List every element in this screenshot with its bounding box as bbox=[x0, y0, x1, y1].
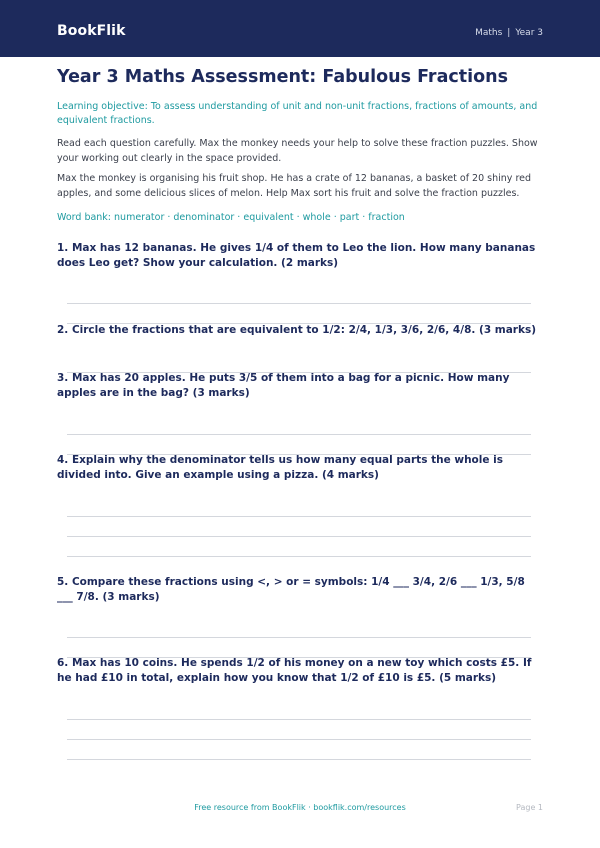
answer-line[interactable] bbox=[67, 303, 531, 304]
instructions-paragraph: Read each question carefully. Max the monkey needs your help to solve these fraction puzzles. Show your working out clearly in the space provided. bbox=[57, 138, 538, 164]
question-6: 6. Max has 10 coins. He spends 1/2 of his money on a new toy which costs £5. If he had £10 in total, explain how you know that 1/2 of £10 is £5. (5 marks) bbox=[57, 657, 532, 684]
answer-line[interactable] bbox=[67, 739, 531, 740]
answer-line[interactable] bbox=[67, 434, 531, 435]
header-bar bbox=[0, 0, 600, 57]
question-2: 2. Circle the fractions that are equivalent to 1/2: 2/4, 1/3, 3/6, 2/6, 4/8. (3 marks) bbox=[57, 324, 537, 336]
page-number: Page 1 bbox=[516, 803, 543, 812]
answer-line[interactable] bbox=[67, 516, 531, 517]
word-bank: Word bank: numerator · denominator · equivalent · whole · part · fraction bbox=[57, 212, 405, 223]
header-breadcrumb bbox=[475, 28, 543, 38]
answer-line[interactable] bbox=[67, 556, 531, 557]
answer-line[interactable] bbox=[67, 637, 531, 638]
question-4: 4. Explain why the denominator tells us how many equal parts the whole is divided into. Give an example using a pizza. (4 marks) bbox=[57, 454, 503, 481]
subject-label: Maths bbox=[475, 28, 503, 38]
footer-credit[interactable]: Free resource from BookFlik · bookflik.com/resources bbox=[194, 803, 406, 812]
page-title: Year 3 Maths Assessment: Fabulous Fractions bbox=[57, 67, 509, 87]
year-label: Year 3 bbox=[515, 28, 543, 38]
brand-logo[interactable]: BookFlik bbox=[57, 23, 126, 39]
question-5: 5. Compare these fractions using <, > or = symbols: 1/4 ___ 3/4, 2/6 ___ 1/3, 5/8 ___ 7/8. (3 marks) bbox=[57, 576, 525, 603]
answer-line[interactable] bbox=[67, 536, 531, 537]
separator: | bbox=[507, 28, 511, 38]
intro-section bbox=[57, 57, 543, 225]
answer-line[interactable] bbox=[67, 759, 531, 760]
question-1: 1. Max has 12 bananas. He gives 1/4 of them to Leo the lion. How many bananas does Leo get? Show your calculation. (2 marks) bbox=[57, 242, 536, 269]
question-3: 3. Max has 20 apples. He puts 3/5 of them into a bag for a picnic. How many apples are in the bag? (3 marks) bbox=[57, 372, 510, 399]
learning-objective: Learning objective: To assess understanding of unit and non-unit fractions, fractions of amounts, and equivalent fractions. bbox=[57, 101, 538, 126]
scenario-paragraph: Max the monkey is organising his fruit shop. He has a crate of 12 bananas, a basket of 20 shiny red apples, and some delicious slices of melon. Help Max sort his fruit and solve the fraction puzzles. bbox=[57, 173, 532, 199]
answer-line[interactable] bbox=[67, 719, 531, 720]
